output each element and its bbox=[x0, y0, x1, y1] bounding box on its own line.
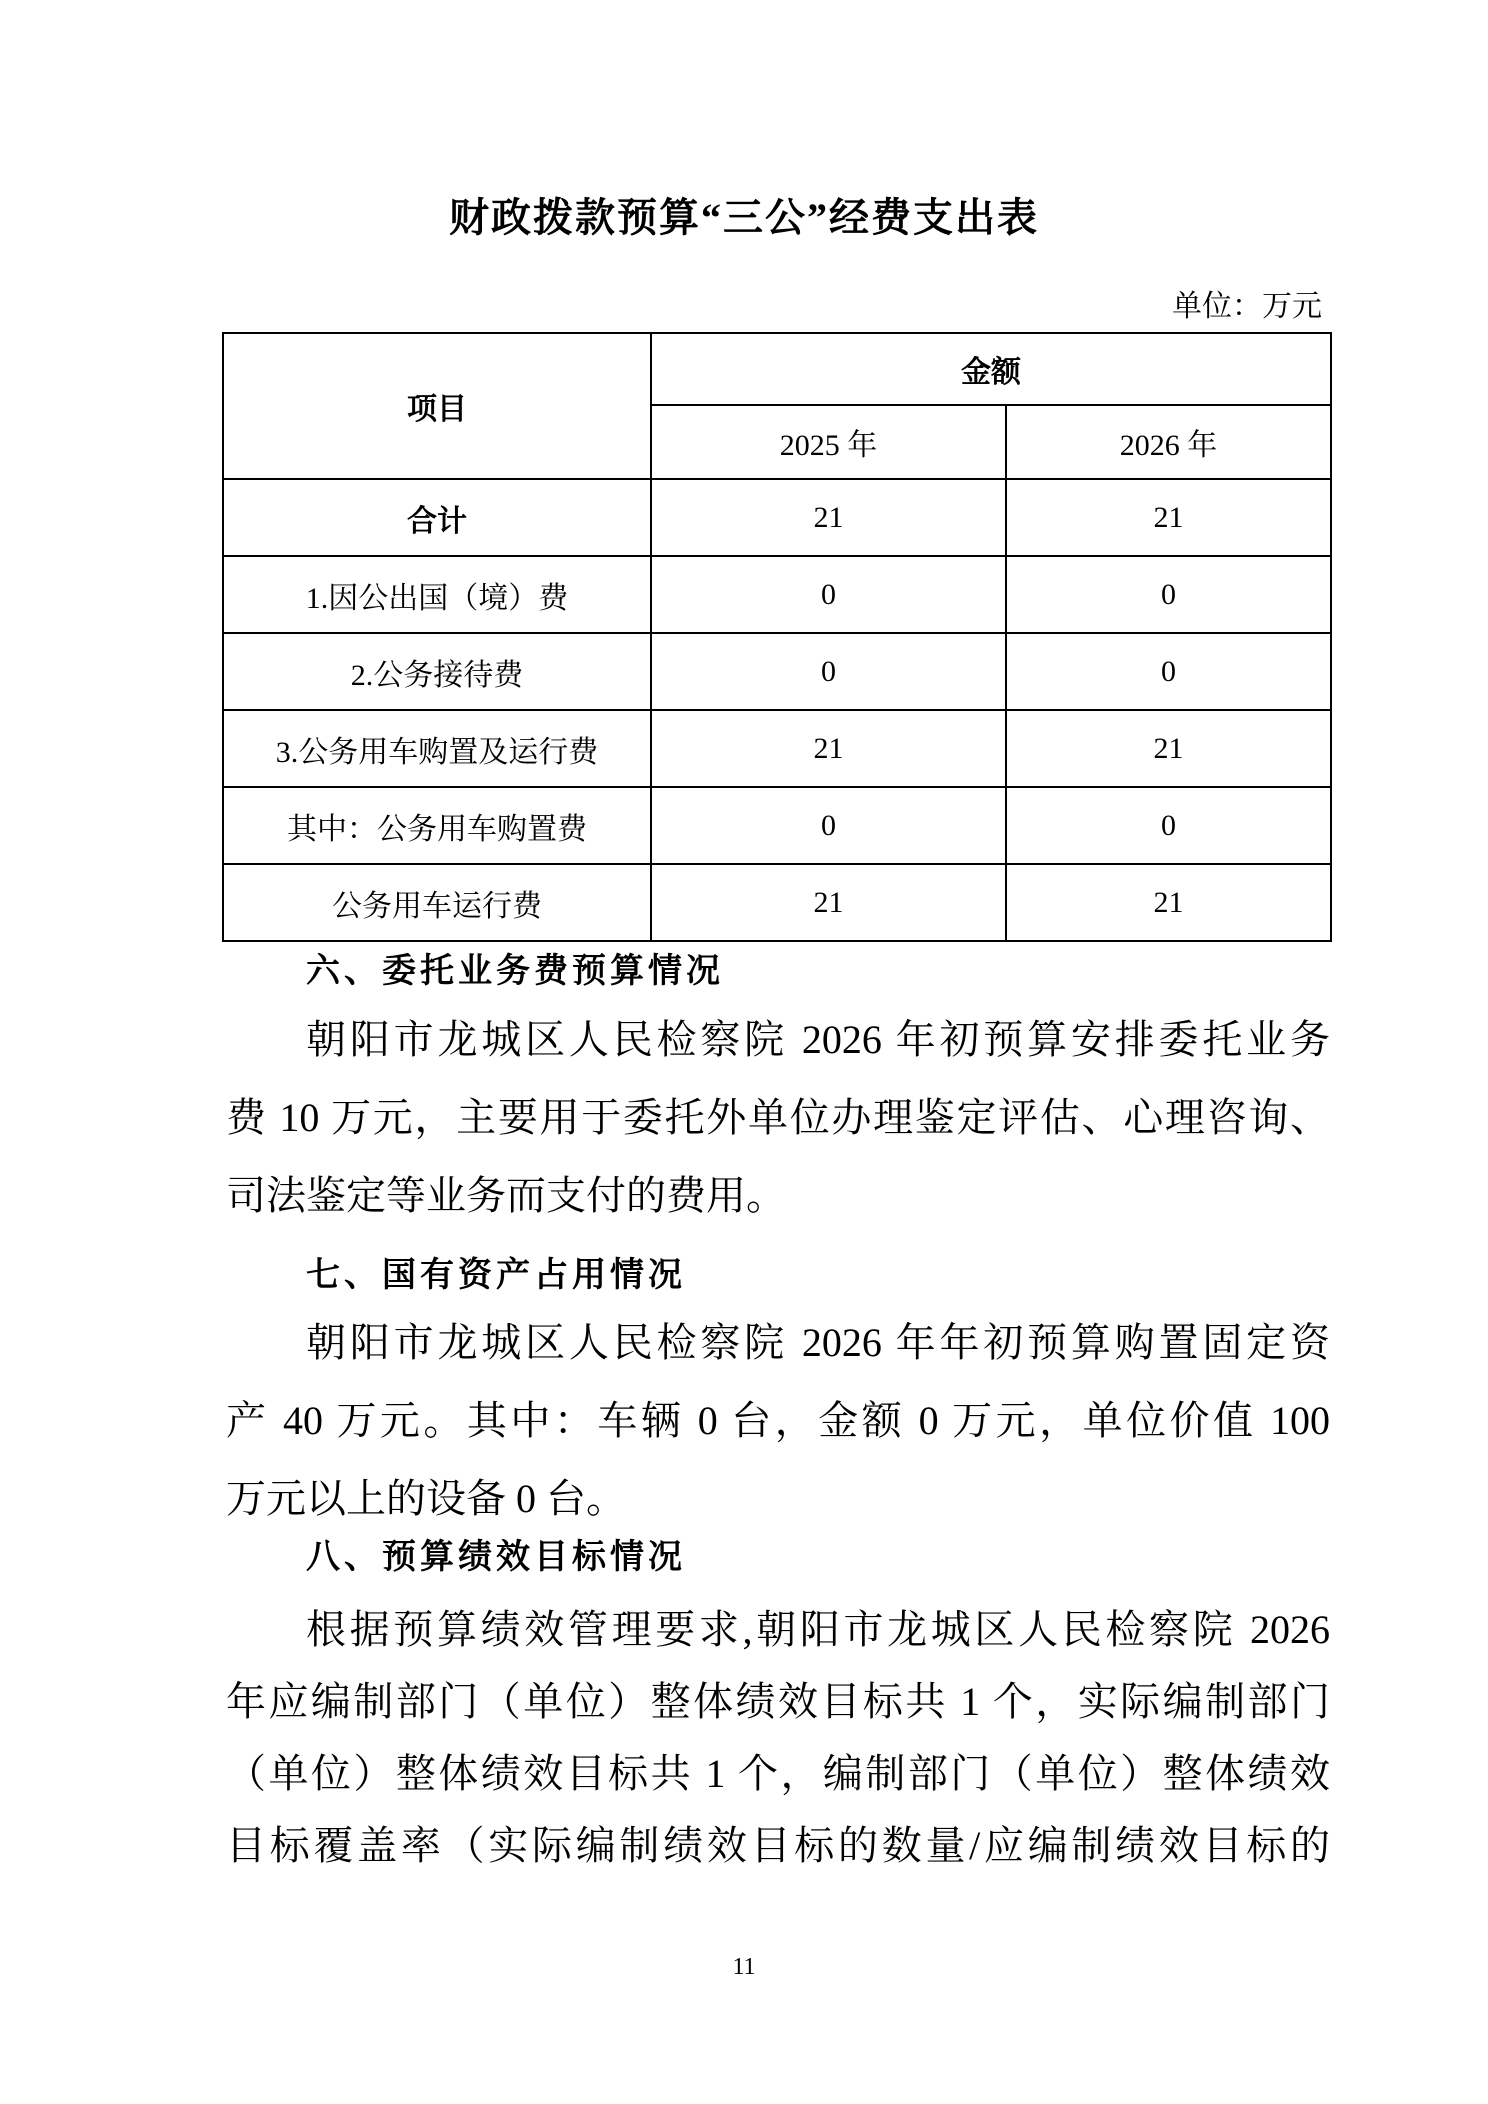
value-2026: 0 bbox=[1006, 556, 1331, 633]
section-paragraph-performance-targets bbox=[226, 1594, 1330, 1882]
paragraph-line: 朝阳市龙城区人民检察院 2026 年初预算安排委托业务 bbox=[306, 1017, 1330, 1062]
header-cell-amount: 金额 bbox=[651, 333, 1331, 405]
section-heading-state-assets: 七、国有资产占用情况 bbox=[306, 1256, 686, 1294]
value-2025: 21 bbox=[651, 864, 1006, 941]
section-paragraph-state-assets bbox=[226, 1304, 1330, 1538]
row-label: 公务用车运行费 bbox=[223, 864, 651, 941]
value-2026: 0 bbox=[1006, 633, 1331, 710]
paragraph-line: 根据预算绩效管理要求,朝阳市龙城区人民检察院 2026 bbox=[306, 1607, 1330, 1652]
value-2025: 21 bbox=[651, 710, 1006, 787]
row-label: 2.公务接待费 bbox=[223, 633, 651, 710]
table-row-vehicle-total bbox=[223, 710, 1331, 787]
header-cell-item: 项目 bbox=[223, 333, 651, 479]
value-2025: 21 bbox=[651, 479, 1006, 556]
page-number: 11 bbox=[732, 1954, 756, 1980]
row-label: 其中：公务用车购置费 bbox=[223, 787, 651, 864]
header-cell-year-2025: 2025 年 bbox=[651, 405, 1006, 479]
three-public-expense-table bbox=[222, 332, 1332, 942]
paragraph-line: 年应编制部门（单位）整体绩效目标共 1 个，实际编制部门 bbox=[226, 1679, 1330, 1724]
table-row-total bbox=[223, 479, 1331, 556]
document-title: 财政拨款预算“三公”经费支出表 bbox=[449, 195, 1039, 240]
table-row-reception-fee bbox=[223, 633, 1331, 710]
table-row-vehicle-operation bbox=[223, 864, 1331, 941]
value-2025: 0 bbox=[651, 787, 1006, 864]
paragraph-line: 费 10 万元，主要用于委托外单位办理鉴定评估、心理咨询、 bbox=[226, 1095, 1330, 1140]
value-2025: 0 bbox=[651, 556, 1006, 633]
value-2026: 21 bbox=[1006, 710, 1331, 787]
value-2026: 21 bbox=[1006, 864, 1331, 941]
value-2026: 0 bbox=[1006, 787, 1331, 864]
paragraph-line: （单位）整体绩效目标共 1 个，编制部门（单位）整体绩效 bbox=[226, 1751, 1330, 1796]
table-row-vehicle-purchase bbox=[223, 787, 1331, 864]
value-2025: 0 bbox=[651, 633, 1006, 710]
unit-label: 单位：万元 bbox=[1172, 290, 1322, 323]
header-cell-year-2026: 2026 年 bbox=[1006, 405, 1331, 479]
section-heading-performance-targets: 八、预算绩效目标情况 bbox=[306, 1538, 686, 1576]
table-row-abroad-fee bbox=[223, 556, 1331, 633]
paragraph-line: 产 40 万元。其中：车辆 0 台，金额 0 万元，单位价值 100 bbox=[226, 1398, 1330, 1443]
paragraph-line: 目标覆盖率（实际编制绩效目标的数量/应编制绩效目标的 bbox=[226, 1823, 1330, 1868]
section-heading-entrusted-services: 六、委托业务费预算情况 bbox=[306, 952, 724, 990]
row-label: 3.公务用车购置及运行费 bbox=[223, 710, 651, 787]
value-2026: 21 bbox=[1006, 479, 1331, 556]
section-paragraph-entrusted-services bbox=[226, 1001, 1330, 1235]
paragraph-line: 万元以上的设备 0 台。 bbox=[226, 1476, 626, 1521]
table-header-row-1 bbox=[223, 333, 1331, 405]
row-label: 合计 bbox=[223, 479, 651, 556]
paragraph-line: 司法鉴定等业务而支付的费用。 bbox=[226, 1173, 786, 1218]
row-label: 1.因公出国（境）费 bbox=[223, 556, 651, 633]
paragraph-line: 朝阳市龙城区人民检察院 2026 年年初预算购置固定资 bbox=[306, 1320, 1330, 1365]
